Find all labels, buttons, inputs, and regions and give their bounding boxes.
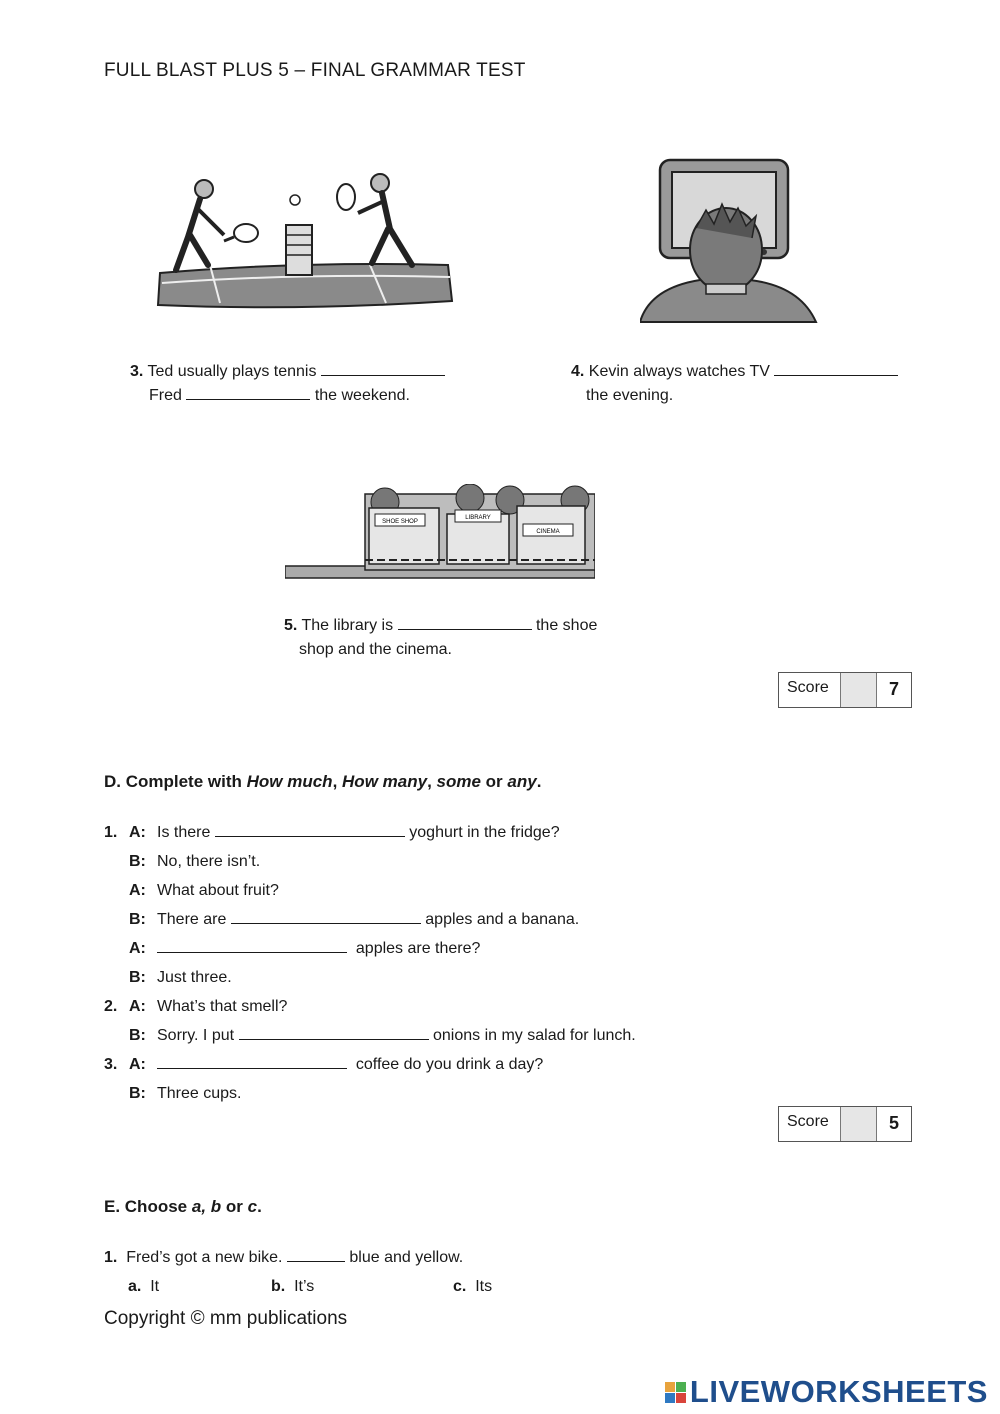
tennis-illustration bbox=[150, 165, 455, 315]
dialogue-line: 2. A: What’s that smell? bbox=[104, 998, 288, 1015]
dialogue-line: B: Three cups. bbox=[129, 1085, 242, 1102]
liveworksheets-logo: LIVEWORKSHEETS bbox=[665, 1374, 988, 1410]
dialogue-line: A: apples are there? bbox=[129, 940, 481, 957]
tv-illustration bbox=[640, 158, 820, 328]
section-d-dialogues bbox=[104, 818, 804, 1108]
dialogue-line: A: What about fruit? bbox=[129, 882, 279, 899]
answer-blank-3a[interactable] bbox=[321, 361, 445, 376]
score-input-d[interactable] bbox=[841, 1107, 877, 1141]
section-d-title: D. Complete with How much, How many, some or any. bbox=[104, 772, 542, 791]
copyright: Copyright © mm publications bbox=[104, 1308, 348, 1329]
question-3: 3. Ted usually plays tennis Fred the weekend. bbox=[130, 360, 445, 408]
answer-blank-d2[interactable] bbox=[231, 909, 421, 924]
library-sign: LIBRARY bbox=[465, 515, 491, 521]
answer-blank-d5[interactable] bbox=[157, 1054, 347, 1069]
answer-blank-3b[interactable] bbox=[186, 385, 310, 400]
section-e-title: E. Choose a, b or c. bbox=[104, 1197, 262, 1216]
options-e1 bbox=[128, 1275, 628, 1299]
dialogue-line: B: No, there isn’t. bbox=[129, 853, 261, 870]
score-input-c[interactable] bbox=[841, 673, 877, 707]
dialogue-line: B: Sorry. I put onions in my salad for lunch. bbox=[129, 1027, 636, 1044]
liveworksheets-icon bbox=[665, 1382, 686, 1403]
answer-blank-e1[interactable] bbox=[287, 1247, 345, 1262]
option-a[interactable]: a. It bbox=[128, 1278, 160, 1295]
score-box-d: Score 5 bbox=[778, 1106, 912, 1142]
answer-blank-d1[interactable] bbox=[215, 822, 405, 837]
town-illustration bbox=[285, 484, 595, 579]
question-e1: 1. Fred’s got a new bike. blue and yellow. bbox=[104, 1249, 464, 1266]
dialogue-line: 3. A: coffee do you drink a day? bbox=[104, 1056, 544, 1073]
shoe-shop-sign: SHOE SHOP bbox=[382, 519, 418, 525]
page-title: FULL BLAST PLUS 5 – FINAL GRAMMAR TEST bbox=[104, 60, 526, 81]
answer-blank-4[interactable] bbox=[774, 361, 898, 376]
score-box-c: Score 7 bbox=[778, 672, 912, 708]
question-5: 5. The library is the shoe shop and the cinema. bbox=[284, 617, 598, 658]
dialogue-line: B: Just three. bbox=[129, 969, 232, 986]
option-b[interactable]: b. It’s bbox=[271, 1278, 315, 1295]
answer-blank-d3[interactable] bbox=[157, 938, 347, 953]
question-4: 4. Kevin always watches TV the evening. bbox=[571, 360, 898, 408]
option-c[interactable]: c. Its bbox=[453, 1278, 493, 1295]
dialogue-line: B: There are apples and a banana. bbox=[129, 911, 580, 928]
answer-blank-5[interactable] bbox=[398, 615, 532, 630]
answer-blank-d4[interactable] bbox=[239, 1025, 429, 1040]
cinema-sign: CINEMA bbox=[536, 529, 560, 535]
dialogue-line: 1. A: Is there yoghurt in the fridge? bbox=[104, 824, 560, 841]
